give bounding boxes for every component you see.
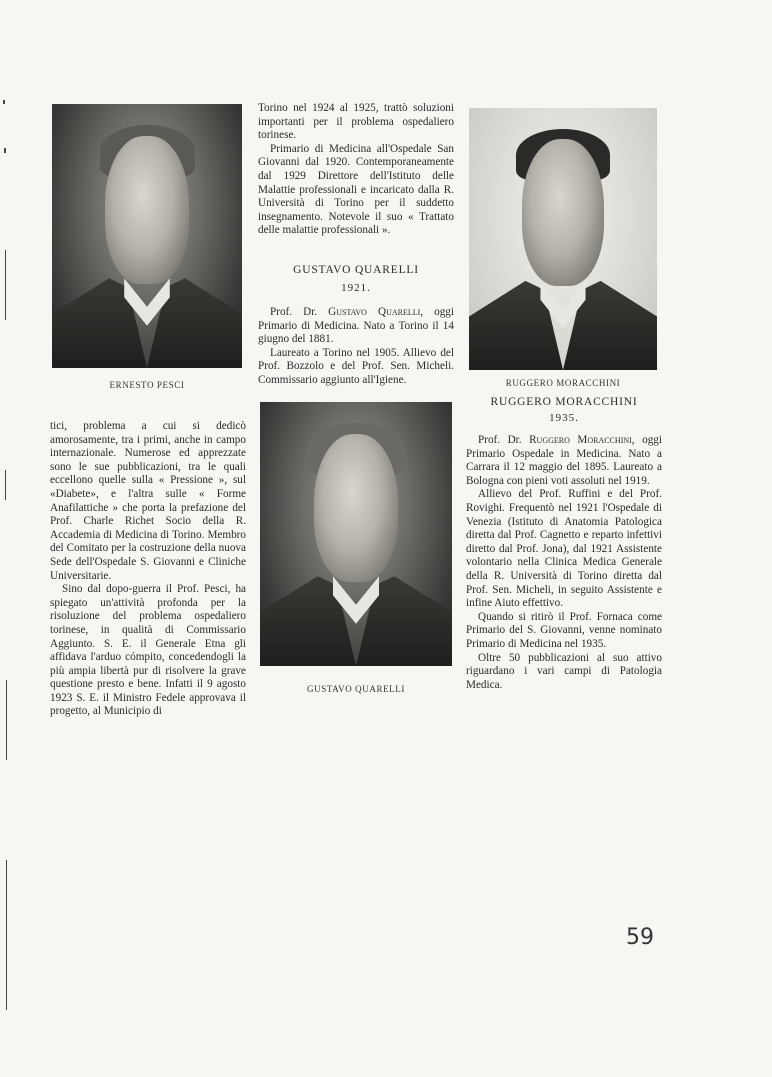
year-moracchini: 1935. xyxy=(549,412,579,424)
portrait-ernesto-pesci xyxy=(52,104,242,368)
quarelli-bio xyxy=(258,306,454,388)
col2-top-text xyxy=(258,102,454,238)
margin-mark xyxy=(6,680,7,760)
caption-ernesto-pesci: ERNESTO PESCI xyxy=(109,380,185,390)
paragraph: tici, problema a cui si dedicò amorosamente, tra i primi, anche in campo internazionale. Numerose ed apprezzate sono le sue pubblicazioni, tra le quali eccellono quelle sulla « Pressione », sul «Diabete», e l'altra sulle « Forme Anafilattiche » che porta la prefazione del Prof. Charle Richet Socio della R. Accademia di Medicina di Torino. Membro del Comitato per la costruzione della nuova Sede dell'Ospedale S. Giovanni e Cliniche Universitarie. xyxy=(50,420,246,582)
paragraph xyxy=(258,306,454,347)
paragraph: Torino nel 1924 al 1925, trattò soluzioni importanti per il problema ospedaliero torinese. xyxy=(258,102,454,142)
portrait-face xyxy=(522,139,605,286)
paragraph: Primario di Medicina all'Ospedale San Giovanni dal 1920. Contemporaneamente dal 1929 Direttore dell'Istituto delle Malattie professionali e incaricato dalla R. Università di Torino per il suddetto insegnamento. Notevole il suo « Trattato delle malattie professionali ». xyxy=(258,142,454,237)
margin-mark xyxy=(6,860,7,1010)
text-fragment: oggi Primario Ospedale in Medicina. Nato a Carrara il 12 maggio del 1895. Laureato a Bologna con pieni voti assoluti nel 1919. xyxy=(466,434,662,487)
paragraph xyxy=(466,434,662,488)
heading-ruggero-moracchini: RUGGERO MORACCHINI xyxy=(490,396,638,408)
person-name: Gustavo Quarelli, xyxy=(328,306,424,318)
person-name: Ruggero Moracchini, xyxy=(529,434,635,446)
text-fragment: Prof. Dr. xyxy=(478,434,530,446)
portrait-face xyxy=(314,434,398,582)
heading-gustavo-quarelli: GUSTAVO QUARELLI xyxy=(293,264,419,276)
paragraph: Sino dal dopo-guerra il Prof. Pesci, ha spiegato un'attività profonda per la risoluzione del problema ospedaliero torinese, in qualità di Commissario Aggiunto. S. E. il Generale Etna gli affidava l'arduo cómpito, concedendogli la più ampia libertà pur di risolvere la grave questione presto e bene. Infatti il 9 agosto 1923 S. E. il Ministro Fedele approvava il progetto, al Municipio di xyxy=(50,583,246,718)
col1-bottom-text xyxy=(50,420,246,719)
paragraph: Allievo del Prof. Ruffini e del Prof. Rovighi. Frequentò nel 1921 l'Ospedale di Venezia (Istituto di Anatomia Patologica diretta dal Prof. Cagnetto e reparto infettivi diretto dal Prof. Jona), dal 1921 Assistente volontario nella Clinica Medica Generale della R. Università di Torino diretta dal Prof. Sen. Micheli, in seguito Assistente e infine Aiuto effettivo. xyxy=(466,488,662,610)
margin-mark xyxy=(5,250,6,320)
portrait-gustavo-quarelli xyxy=(260,402,452,666)
caption-ruggero-moracchini: RUGGERO MORACCHINI xyxy=(505,378,621,388)
caption-gustavo-quarelli: GUSTAVO QUARELLI xyxy=(307,684,405,694)
paragraph: Quando si ritirò il Prof. Fornaca come Primario del S. Giovanni, venne nominato Primario di Medicina nel 1935. xyxy=(466,610,662,650)
portrait-ruggero-moracchini xyxy=(469,108,657,370)
paragraph: Laureato a Torino nel 1905. Allievo del Prof. Bozzolo e del Prof. Sen. Micheli. Commissario aggiunto all'Igiene. xyxy=(258,346,454,386)
text-fragment: oggi Primario di Medicina. Nato a Torino il 14 giugno del 1881. xyxy=(258,306,454,346)
portrait-face xyxy=(105,136,189,284)
text-fragment: Prof. Dr. xyxy=(270,306,329,318)
moracchini-bio xyxy=(466,434,662,692)
margin-mark xyxy=(3,100,5,104)
paragraph: Oltre 50 pubblicazioni al suo attivo riguardano i vari campi di Patologia Medica. xyxy=(466,651,662,691)
margin-mark xyxy=(4,148,6,153)
page-number: 59 xyxy=(626,925,654,950)
margin-mark xyxy=(5,470,6,500)
year-quarelli: 1921. xyxy=(341,282,371,294)
